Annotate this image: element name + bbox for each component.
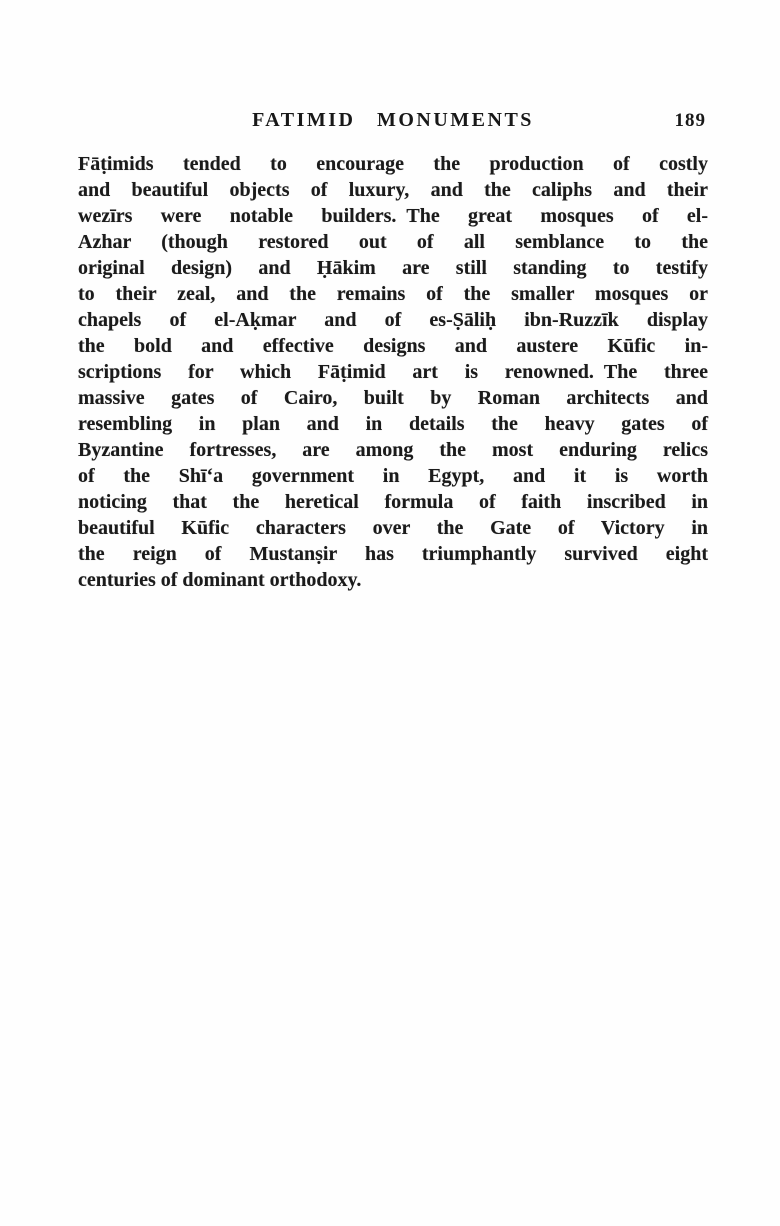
text-line: centuries of dominant orthodoxy.	[78, 569, 362, 591]
text-line: and beautiful objects of luxury, and the caliphs and their	[78, 179, 708, 201]
text-line: beautiful Kūfic characters over the Gate of Victory in	[78, 517, 708, 539]
text-line: wezīrs were notable builders. The great mosques of el-	[78, 205, 708, 227]
body-paragraph	[78, 151, 708, 593]
text-line: Azhar (though restored out of all semblance to the	[78, 231, 708, 253]
text-line: the reign of Mustanṣir has triumphantly survived eight	[78, 543, 708, 565]
text-line: to their zeal, and the remains of the smaller mosques or	[78, 283, 708, 305]
text-line: of the Shīʻa government in Egypt, and it is worth	[78, 465, 708, 487]
text-line: Fāṭimids tended to encourage the production of costly	[78, 153, 708, 175]
page-title: FATIMID MONUMENTS	[252, 109, 534, 131]
text-line: resembling in plan and in details the heavy gates of	[78, 413, 708, 435]
running-header	[78, 109, 708, 135]
text-line: massive gates of Cairo, built by Roman architects and	[78, 387, 708, 409]
text-line: Byzantine fortresses, are among the most enduring relics	[78, 439, 708, 461]
text-line: original design) and Ḥākim are still standing to testify	[78, 257, 708, 279]
text-line: noticing that the heretical formula of faith inscribed in	[78, 491, 708, 513]
text-line: the bold and effective designs and austere Kūfic in-	[78, 335, 708, 357]
text-line: chapels of el-Aḳmar and of es-Ṣāliḥ ibn-Ruzzīk display	[78, 309, 708, 331]
text-line: scriptions for which Fāṭimid art is renowned. The three	[78, 361, 708, 383]
page-number: 189	[674, 110, 706, 131]
